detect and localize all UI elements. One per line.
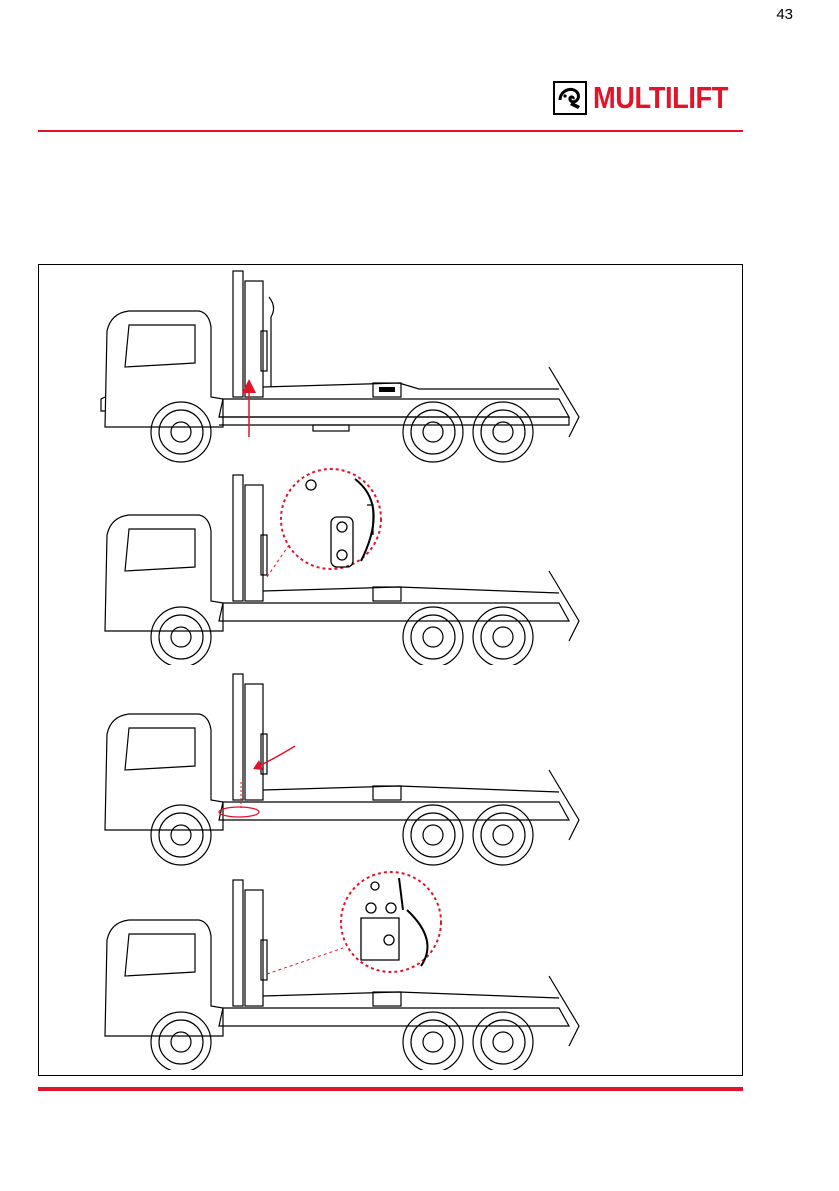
page-number: 43 bbox=[776, 6, 793, 23]
truck-illustration-step-2 bbox=[99, 465, 589, 665]
ram-head-icon bbox=[553, 81, 587, 115]
illustration-frame bbox=[38, 264, 743, 1076]
header-rule bbox=[38, 130, 743, 132]
truck-illustration-step-4 bbox=[99, 870, 589, 1070]
red-curved-arrow-icon bbox=[259, 746, 295, 766]
footer-rule bbox=[38, 1087, 743, 1091]
truck-illustration-step-3 bbox=[99, 670, 589, 870]
truck-illustration-step-1 bbox=[99, 267, 589, 467]
logo-wordmark: MULTILIFT bbox=[593, 80, 728, 115]
multilift-logo bbox=[553, 81, 746, 115]
